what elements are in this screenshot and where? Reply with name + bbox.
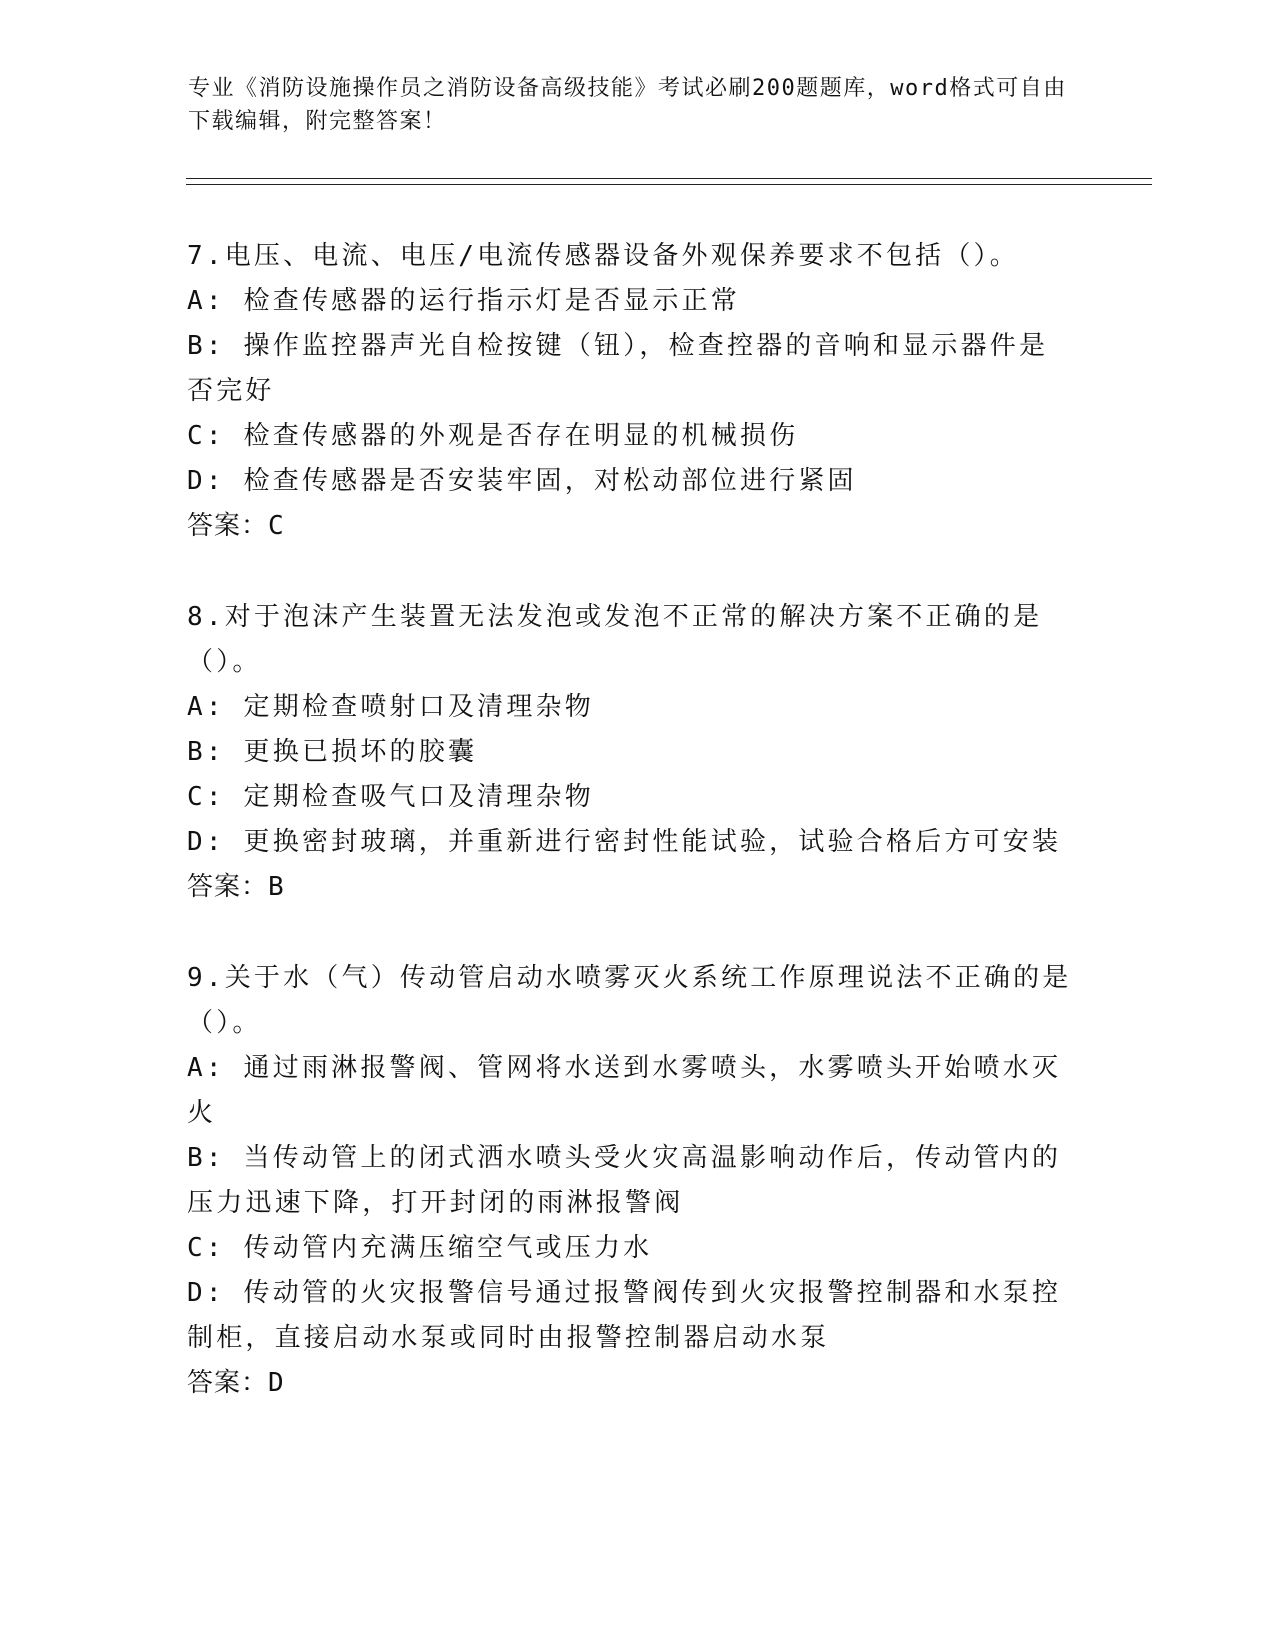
answer-line — [187, 1361, 1077, 1406]
header-text: 专业《消防设施操作员之消防设备高级技能》考试必刷200题题库，word格式可自由下载编辑，附完整答案！ — [188, 76, 1067, 134]
option-d: D: 更换密封玻璃，并重新进行密封性能试验，试验合格后方可安装 — [187, 827, 1062, 857]
question-7 — [187, 234, 1077, 549]
answer-line — [187, 504, 1077, 549]
option-a: A: 定期检查喷射口及清理杂物 — [187, 692, 594, 722]
option-c: C: 定期检查吸气口及清理杂物 — [187, 782, 594, 812]
question-8 — [187, 595, 1077, 910]
answer-value: D — [268, 1368, 285, 1398]
answer-label: 答案： — [187, 1368, 269, 1398]
option-b: B: 操作监控器声光自检按键（钮），检查控器的音响和显示器件是否完好 — [187, 331, 1049, 406]
option-a: A: 检查传感器的运行指示灯是否显示正常 — [187, 286, 740, 316]
option-c: C: 检查传感器的外观是否存在明显的机械损伤 — [187, 421, 799, 451]
question-list — [187, 234, 1077, 1452]
answer-label: 答案： — [187, 872, 269, 902]
question-stem: 9.关于水（气）传动管启动水喷雾灭火系统工作原理说法不正确的是（）。 — [187, 963, 1072, 1038]
question-9 — [187, 956, 1077, 1406]
question-stem: 8.对于泡沫产生装置无法发泡或发泡不正常的解决方案不正确的是（）。 — [187, 602, 1043, 677]
answer-line — [187, 865, 1077, 910]
option-a: A: 通过雨淋报警阀、管网将水送到水雾喷头，水雾喷头开始喷水灭火 — [187, 1053, 1062, 1128]
answer-label: 答案： — [187, 511, 269, 541]
option-d: D: 传动管的火灾报警信号通过报警阀传到火灾报警控制器和水泵控制柜，直接启动水泵或同时由报警控制器启动水泵 — [187, 1278, 1062, 1353]
option-c: C: 传动管内充满压缩空气或压力水 — [187, 1233, 653, 1263]
answer-value: B — [268, 872, 285, 902]
answer-value: C — [268, 511, 285, 541]
document-header — [188, 72, 1068, 138]
option-d: D: 检查传感器是否安装牢固，对松动部位进行紧固 — [187, 466, 857, 496]
header-divider — [186, 178, 1152, 185]
option-b: B: 当传动管上的闭式洒水喷头受火灾高温影响动作后，传动管内的压力迅速下降，打开封闭的雨淋报警阀 — [187, 1143, 1062, 1218]
option-b: B: 更换已损坏的胶囊 — [187, 737, 478, 767]
question-stem: 7.电压、电流、电压/电流传感器设备外观保养要求不包括（）。 — [187, 241, 1019, 271]
